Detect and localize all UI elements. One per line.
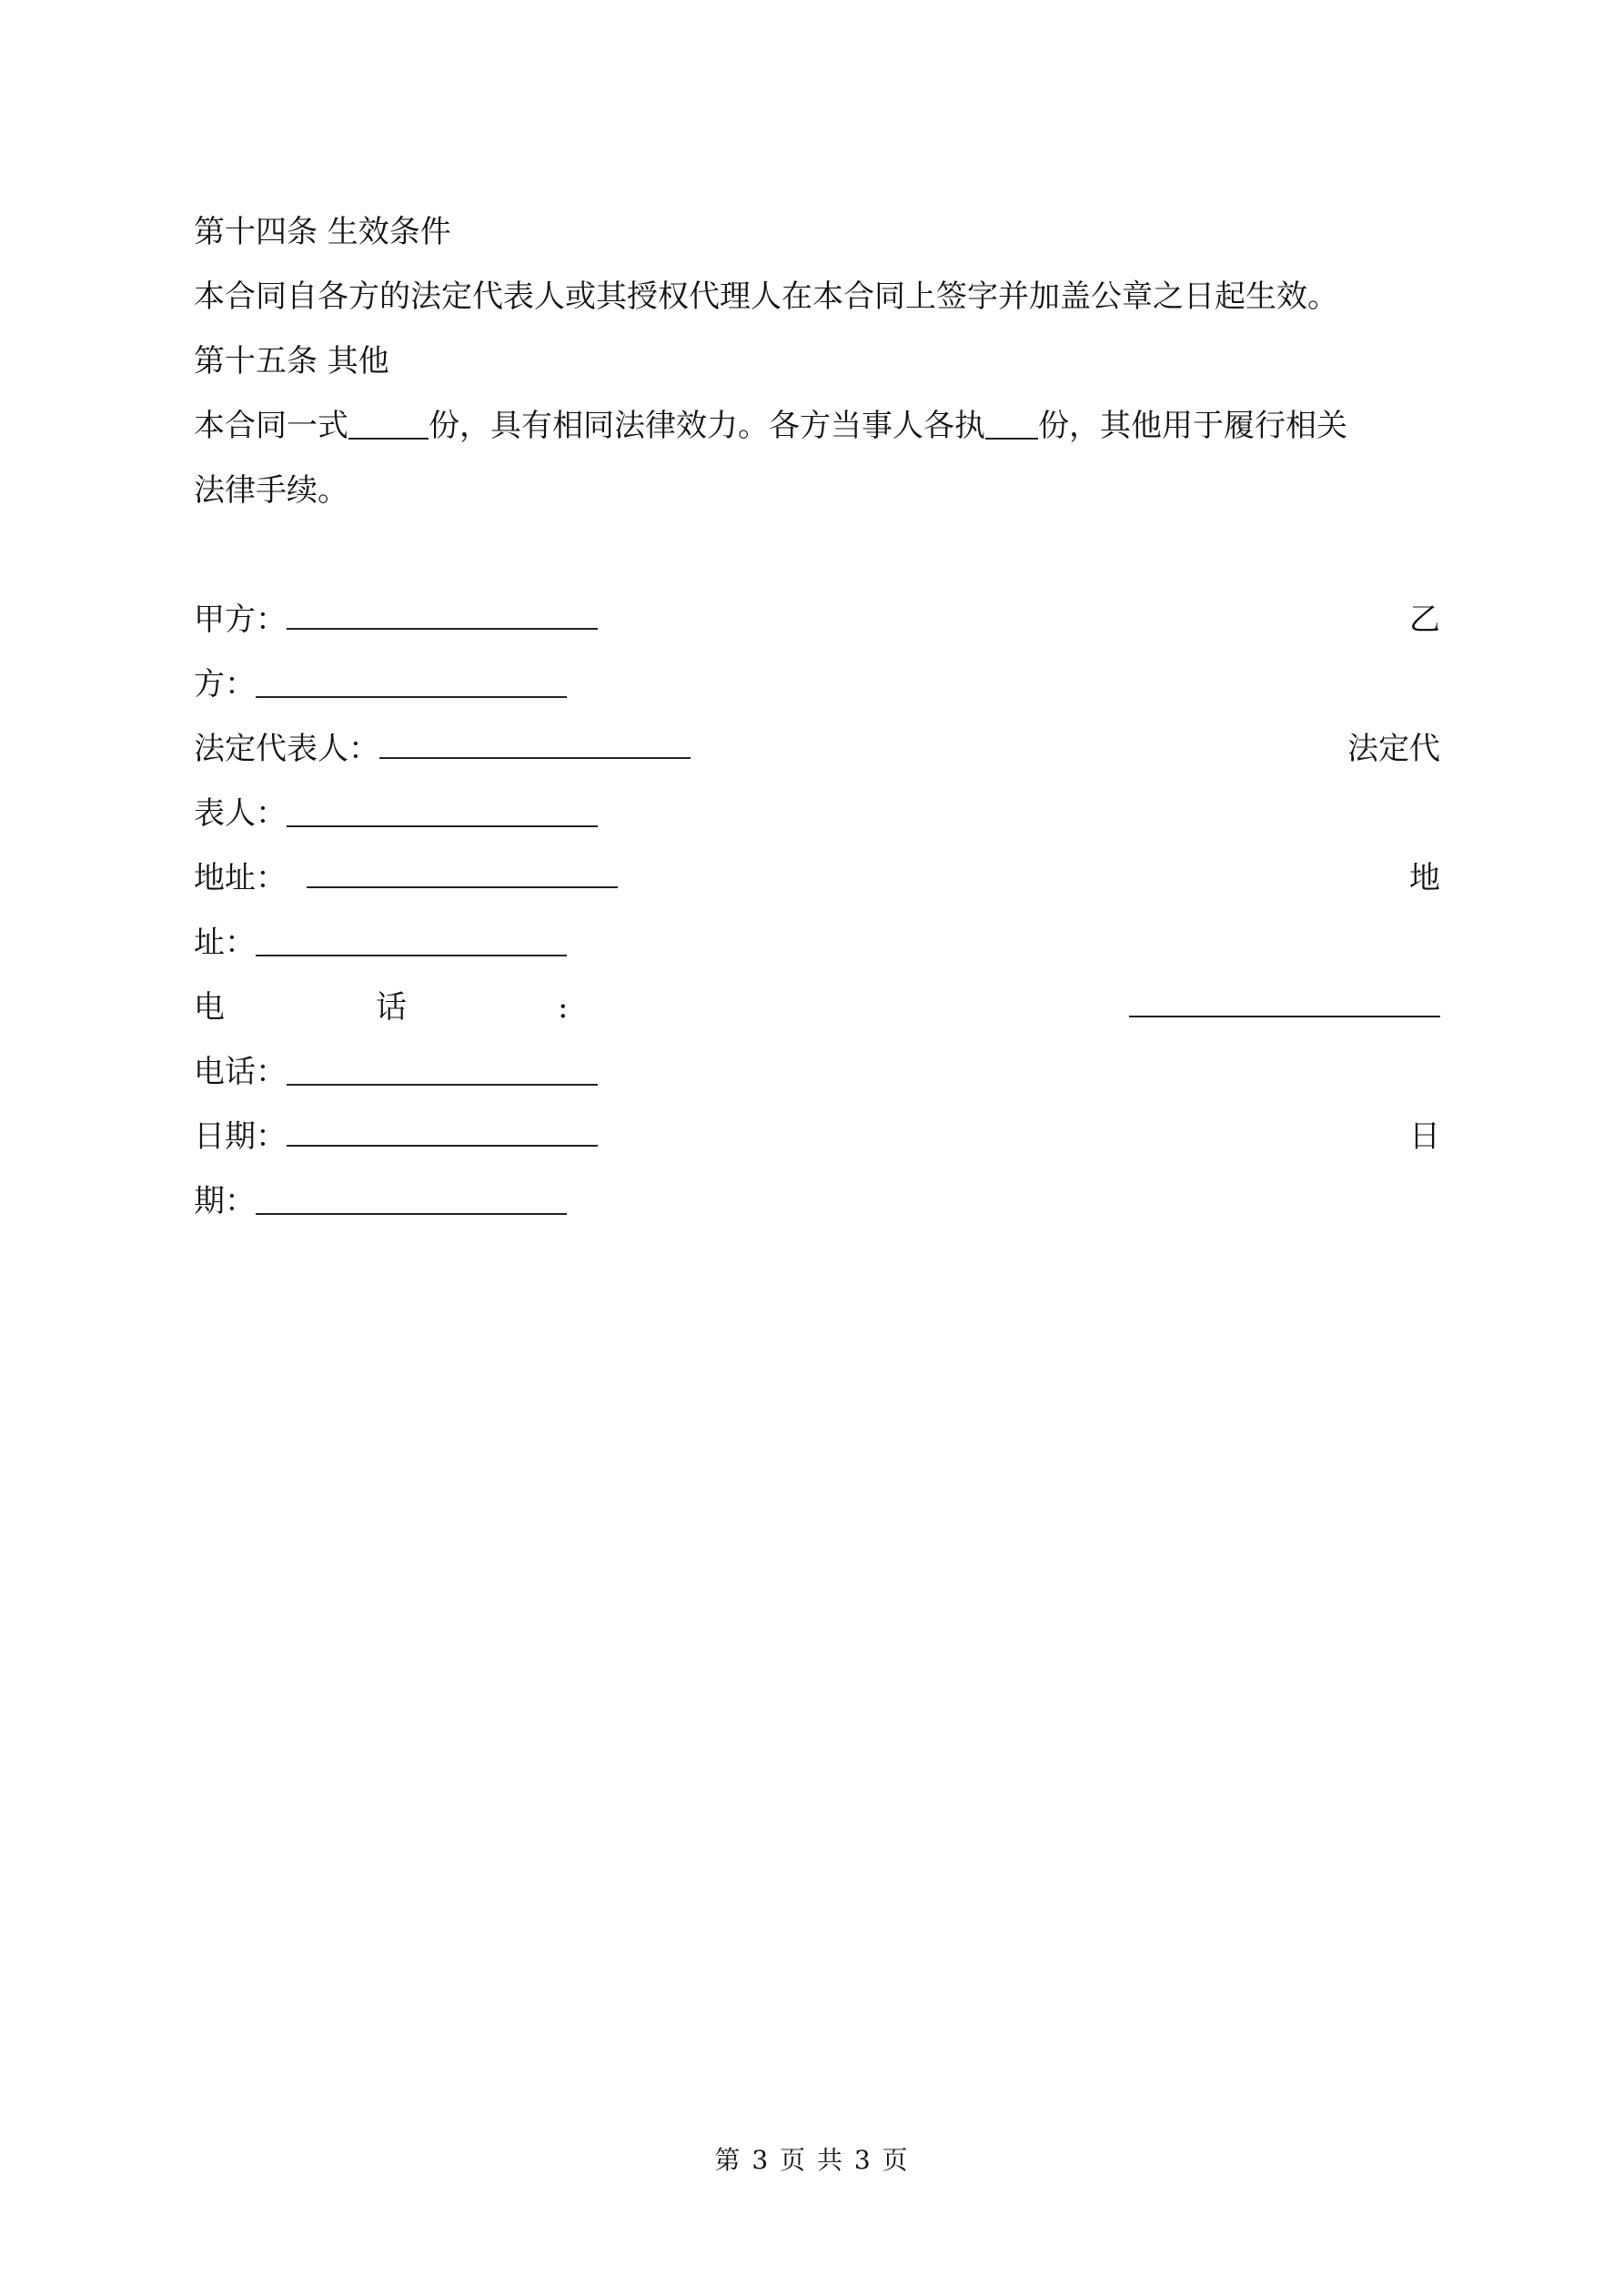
article-14-heading: 第十四条 生效条件 <box>194 214 451 250</box>
article-14-body: 本合同自各方的法定代表人或其授权代理人在本合同上签字并加盖公章之日起生效。 <box>194 278 1338 315</box>
party-a-label: 甲方： <box>194 602 287 638</box>
page-number: 第 3 页 共 3 页 <box>714 2145 910 2175</box>
article-15-body-line2: 法律手续。 <box>194 472 348 509</box>
party-b-field <box>194 652 1440 717</box>
article-15-text-2: 份，具有相同法律效力。各方当事人各执 <box>429 408 985 444</box>
signature-rep-row <box>194 717 1440 782</box>
article-15-heading: 第十五条 其他 <box>194 343 389 379</box>
signature-address-row <box>194 846 1440 911</box>
signature-party-row <box>194 588 1440 652</box>
spacer <box>194 523 1440 588</box>
date-b-blank <box>256 1180 567 1215</box>
phone-a-char-2: 话 <box>376 989 407 1026</box>
copies-each-blank <box>985 405 1038 440</box>
date-a-label: 日期： <box>194 1118 287 1155</box>
rep-b-label-end: 表人： <box>194 795 287 832</box>
address-a-blank <box>307 854 618 888</box>
phone-b-label: 电话： <box>194 1054 287 1090</box>
party-b-label-start: 乙 <box>1409 602 1440 638</box>
phone-b-field <box>194 1040 1440 1105</box>
signature-date-row <box>194 1105 1440 1169</box>
document-body <box>194 200 1440 1234</box>
article-15-text-3: 份，其他用于履行相关 <box>1038 408 1347 444</box>
rep-a-blank <box>379 724 691 759</box>
rep-b-blank <box>287 793 598 827</box>
address-a-label: 地址： <box>194 860 287 896</box>
address-b-label-start: 地 <box>1409 860 1440 896</box>
party-a-field <box>194 588 598 652</box>
address-a-field <box>194 846 618 911</box>
date-b-label-end: 期： <box>194 1183 256 1219</box>
address-b-label-end: 址： <box>194 925 256 961</box>
signature-phone-row <box>194 976 1440 1040</box>
party-a-blank <box>287 595 598 630</box>
party-b-blank <box>256 663 567 698</box>
phone-b-blank <box>287 1051 598 1086</box>
party-b-label-end: 方： <box>194 666 256 703</box>
article-15-text-1: 本合同一式 <box>194 408 348 444</box>
date-b-field <box>194 1169 1440 1234</box>
rep-a-label: 法定代表人： <box>194 731 379 767</box>
rep-a-field <box>194 717 691 782</box>
address-b-blank <box>256 922 567 956</box>
phone-a-colon: : <box>558 989 569 1026</box>
copies-total-blank <box>348 405 429 440</box>
date-a-field <box>194 1105 598 1169</box>
article-15-body <box>194 394 1440 459</box>
date-b-label-start: 日 <box>1409 1118 1440 1155</box>
address-b-field <box>194 911 1440 976</box>
rep-b-field <box>194 782 1440 846</box>
phone-a-blank <box>1129 983 1440 1017</box>
date-a-blank <box>287 1112 598 1147</box>
phone-a-char-1: 电 <box>194 989 225 1026</box>
rep-b-label-start: 法定代 <box>1347 731 1440 767</box>
